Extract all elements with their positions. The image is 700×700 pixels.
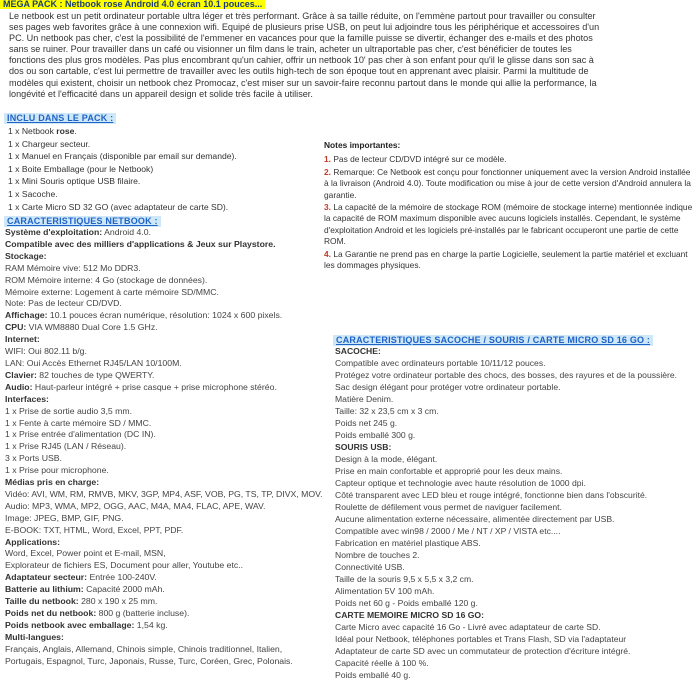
pack-item-text: 1 x Manuel en Français (disponible par email sur demande). bbox=[8, 151, 237, 162]
spec-value: Compatible avec win98 / 2000 / Me / NT / XP / VISTA etc.... bbox=[335, 526, 561, 536]
spec-label: Adaptateur secteur: bbox=[5, 572, 88, 583]
spec-line bbox=[5, 239, 323, 251]
spec-line bbox=[5, 537, 323, 549]
spec-value: LAN: Oui Accès Ethernet RJ45/LAN 10/100M. bbox=[5, 357, 182, 368]
spec-line bbox=[335, 417, 677, 429]
spec-line bbox=[335, 405, 677, 417]
spec-line bbox=[335, 549, 677, 561]
spec-value: 1 x Fente à carte mémoire SD / MMC. bbox=[5, 417, 152, 428]
spec-line bbox=[5, 644, 323, 656]
pack-item-text: 1 x Netbook bbox=[8, 126, 57, 136]
spec-value: Prise en main confortable et approprié pour les deux mains. bbox=[335, 466, 563, 476]
spec-line bbox=[5, 418, 323, 430]
pack-heading: INCLU DANS LE PACK : bbox=[4, 113, 116, 124]
spec-value: Protégez votre ordinateur portable des chocs, des bosses, des rayures et de la poussière. bbox=[335, 370, 678, 380]
spec-line bbox=[335, 621, 677, 633]
spec-label: SOURIS USB: bbox=[335, 442, 392, 452]
spec-line bbox=[5, 548, 323, 560]
spec-line bbox=[335, 537, 677, 549]
spec-label: Batterie au lithium: bbox=[5, 584, 84, 595]
spec-value: Explorateur de fichiers ES, Document pour aller, Youtube etc.. bbox=[5, 560, 244, 571]
pack-item bbox=[8, 175, 237, 188]
pack-item bbox=[8, 163, 237, 176]
spec-value: VIA WM8880 Dual Core 1.5 GHz. bbox=[26, 322, 158, 333]
spec-line bbox=[5, 441, 323, 453]
spec-line bbox=[335, 609, 677, 621]
spec-value: Carte Micro avec capacité 16 Go - Livré avec adaptateur de carte SD. bbox=[335, 622, 601, 632]
pack-item bbox=[8, 150, 237, 163]
spec-label: Poids netbook avec emballage: bbox=[5, 619, 135, 630]
intro-paragraph: Le netbook est un petit ordinateur portable ultra léger et très performant. Grâce à sa taille réduite, on l'emmène partout pour travailler ou consulter ses pages web favorites grâce à une connexion wifi. Equipé de plusieurs prise USB, on peut lui adjoindre tous les périphérique et accessoires d'un PC. Un netbook pas cher, c'est la possibilité de l'emmener en vacances pour que la famille puisse se divertir, échanger des e-mails et des photos sans se ruiner. Pour travailler dans un café ou visionner un film dans le train, acheter un ultraportable pas cher, c'est bénéficier de toutes les fonctions des plus gros modèles. Pas plus encombrant qu'un cahier, offrir un netbook 10' pas cher à son enfant pour qu'il le glisse dans son sac à dos ou son cartable, c'est lui permettre de travailler avec les outils high-tech de son époque tout en apprenant avec plaisir. Parmi la multitude de modèles qui existent, choisir un netbook chez Promocaz, c'est miser sur un savoir-faire reconnu partout dans le monde qui allie la performance, la longévité et l'efficacité dans un appareil design et solide très facile à utiliser. bbox=[9, 11, 600, 99]
spec-value: Idéal pour Netbook, téléphones portables et Trans Flash, SD via l'adaptateur bbox=[335, 634, 627, 644]
spec-line bbox=[335, 357, 677, 369]
spec-label: Poids net du netbook: bbox=[5, 608, 97, 618]
spec-line bbox=[335, 477, 677, 489]
spec-line bbox=[335, 369, 677, 381]
spec-value: Roulette de défilement vous permet de naviguer facilement. bbox=[335, 502, 562, 512]
spec-value: Capacité réelle à 100 %. bbox=[335, 658, 429, 668]
spec-value: Portugais, Espagnol, Turc, Japonais, Russe, Turc, Coréen, Grec, Polonais. bbox=[5, 655, 293, 666]
spec-line bbox=[5, 477, 323, 489]
spec-label: Taille du netbook: bbox=[5, 596, 79, 607]
spec-value: 1 x Prise entrée d'alimentation (DC IN). bbox=[5, 429, 156, 440]
spec-value: Français, Anglais, Allemand, Chinois simple, Chinois traditionnel, Italien, bbox=[5, 643, 283, 654]
spec-line bbox=[335, 381, 677, 393]
spec-value: Audio: MP3, WMA, MP2, OGG, AAC, M4A, MA4, FLAC, APE, WAV. bbox=[5, 500, 266, 511]
pack-item bbox=[8, 138, 237, 151]
spec-line bbox=[5, 501, 323, 513]
spec-line bbox=[5, 275, 323, 287]
spec-line bbox=[335, 525, 677, 537]
spec-line bbox=[5, 584, 323, 596]
spec-line bbox=[5, 310, 323, 322]
spec-line bbox=[5, 382, 323, 394]
pack-item bbox=[8, 201, 237, 214]
spec-line bbox=[5, 394, 323, 406]
spec-line bbox=[5, 334, 323, 346]
note-number: 3. bbox=[324, 202, 331, 213]
spec-value: Android 4.0. bbox=[102, 227, 151, 237]
spec-line bbox=[5, 632, 323, 644]
spec-value: 1 x Prise RJ45 (LAN / Réseau). bbox=[5, 441, 127, 452]
spec-value: Aucune alimentation externe nécessaire, alimentée directement par USB. bbox=[335, 514, 615, 524]
spec-label: Médias pris en charge: bbox=[5, 477, 100, 488]
spec-label: Applications: bbox=[5, 536, 61, 547]
spec-value: RAM Mémoire vive: 512 Mo DDR3. bbox=[5, 262, 141, 273]
spec-label: Compatible avec des milliers d'applications & Jeux sur Playstore. bbox=[5, 238, 276, 249]
spec-value: Note: Pas de lecteur CD/DVD. bbox=[5, 298, 122, 309]
spec-value: ROM Mémoire interne: 4 Go (stockage de données). bbox=[5, 274, 208, 285]
spec-line bbox=[335, 585, 677, 597]
spec-line bbox=[5, 513, 323, 525]
spec-label: SACOCHE: bbox=[335, 346, 381, 356]
spec-label: Affichage: bbox=[5, 310, 48, 321]
spec-value: Word, Excel, Power point et E-mail, MSN, bbox=[5, 548, 166, 559]
spec-value: Nombre de touches 2. bbox=[335, 550, 420, 560]
accessories-heading: CARACTERISTIQUES SACOCHE / SOURIS / CARTE MICRO SD 16 GO : bbox=[333, 335, 653, 346]
spec-line bbox=[335, 657, 677, 669]
spec-value: Capteur optique et technologie avec haute résolution de 1000 dpi. bbox=[335, 478, 586, 488]
spec-line bbox=[335, 573, 677, 585]
spec-line bbox=[5, 263, 323, 275]
spec-line bbox=[5, 560, 323, 572]
spec-value: 10.1 pouces écran numérique, résolution: 1024 x 600 pixels. bbox=[47, 310, 283, 321]
spec-value: Sac design élégant pour protéger votre ordinateur portable. bbox=[335, 382, 561, 392]
spec-line bbox=[5, 465, 323, 477]
spec-line bbox=[335, 501, 677, 513]
spec-line bbox=[5, 489, 323, 501]
spec-line bbox=[5, 287, 323, 299]
spec-label: Clavier: bbox=[5, 369, 37, 380]
spec-line bbox=[5, 620, 323, 632]
spec-value: 3 x Ports USB. bbox=[5, 453, 62, 464]
page-title: MEGA PACK : Netbook rose Android 4.0 écran 10.1 pouces... bbox=[0, 0, 265, 9]
spec-line bbox=[5, 322, 323, 334]
spec-line bbox=[5, 298, 323, 310]
spec-value: Adaptateur de carte SD avec un commutateur de protection d'écriture intégré. bbox=[335, 646, 631, 656]
spec-line bbox=[5, 251, 323, 263]
spec-line bbox=[335, 513, 677, 525]
spec-line bbox=[5, 406, 323, 418]
notes-section bbox=[324, 140, 696, 272]
spec-label: CPU: bbox=[5, 322, 27, 333]
notes-list bbox=[324, 154, 696, 271]
pack-item-text: 1 x Carte Micro SD 32 GO (avec adaptateur de carte SD). bbox=[8, 201, 229, 212]
spec-value: Poids net 60 g - Poids emballé 120 g. bbox=[335, 598, 478, 608]
spec-line bbox=[335, 645, 677, 657]
spec-line bbox=[5, 572, 323, 584]
spec-line bbox=[5, 370, 323, 382]
spec-value: Taille de la souris 9,5 x 5,5 x 3,2 cm. bbox=[335, 574, 474, 584]
spec-value: E-BOOK: TXT, HTML, Word, Excel, PPT, PDF. bbox=[5, 524, 184, 535]
pack-item-text: 1 x Mini Souris optique USB filaire. bbox=[8, 176, 141, 187]
spec-value: Fabrication en matériel plastique ABS. bbox=[335, 538, 481, 548]
spec-line bbox=[5, 358, 323, 370]
spec-label: Interfaces: bbox=[5, 393, 49, 404]
spec-line bbox=[335, 561, 677, 573]
spec-value: Poids emballé 300 g. bbox=[335, 430, 416, 440]
pack-item-color: rose bbox=[56, 126, 75, 136]
spec-line bbox=[335, 453, 677, 465]
spec-line bbox=[5, 525, 323, 537]
spec-line bbox=[5, 656, 323, 668]
spec-line bbox=[5, 346, 323, 358]
note-text: Remarque: Ce Netbook est conçu pour fonctionner uniquement avec la version Android installée à la livraison (Android 4.0). Toute modification ou mise à jour de cette version d'Android annulera la garantie. bbox=[324, 166, 691, 200]
note-number: 4. bbox=[324, 248, 331, 259]
spec-value: Image: JPEG, BMP, GIF, PNG. bbox=[5, 512, 124, 523]
spec-value: Poids emballé 40 g. bbox=[335, 670, 411, 680]
note-text: Pas de lecteur CD/DVD intégré sur ce modèle. bbox=[331, 154, 507, 165]
spec-line bbox=[335, 489, 677, 501]
specs-list bbox=[5, 227, 323, 668]
note-number: 1. bbox=[324, 154, 331, 165]
spec-label: Système d'exploitation: bbox=[5, 227, 103, 237]
spec-value: 1 x Prise de sortie audio 3,5 mm. bbox=[5, 405, 132, 416]
spec-value: Entrée 100-240V. bbox=[87, 572, 157, 583]
spec-value: Poids net 245 g. bbox=[335, 418, 398, 428]
spec-value: Haut-parleur intégré + prise casque + prise microphone stéréo. bbox=[32, 381, 277, 392]
spec-value: Matière Denim. bbox=[335, 394, 394, 404]
spec-label: CARTE MEMOIRE MICRO SD 16 GO: bbox=[335, 610, 484, 620]
spec-label: Multi-langues: bbox=[5, 631, 64, 642]
spec-value: Taille: 32 x 23,5 cm x 3 cm. bbox=[335, 406, 439, 416]
specs-heading: CARACTERISTIQUES NETBOOK : bbox=[4, 216, 161, 227]
pack-item bbox=[8, 125, 237, 138]
note-text: La Garantie ne prend pas en charge la partie Logicielle, seulement la partie matériel et excluant les dommages physiques. bbox=[324, 248, 688, 271]
spec-value: 1 x Prise pour microphone. bbox=[5, 465, 109, 476]
spec-value: Capacité 2000 mAh. bbox=[83, 584, 165, 595]
spec-line bbox=[5, 429, 323, 441]
pack-item-text: 1 x Sacoche. bbox=[8, 188, 58, 199]
spec-line bbox=[335, 429, 677, 441]
spec-value: WIFI: Oui 802.11 b/g. bbox=[5, 346, 87, 357]
spec-line bbox=[335, 465, 677, 477]
spec-line bbox=[5, 608, 323, 620]
spec-label: Stockage: bbox=[5, 250, 47, 261]
spec-value: Compatible avec ordinateurs portable 10/11/12 pouces. bbox=[335, 358, 546, 368]
spec-line bbox=[335, 441, 677, 453]
spec-value: Mémoire externe: Logement à carte mémoire SD/MMC. bbox=[5, 286, 219, 297]
spec-value: 800 g (batterie incluse). bbox=[96, 608, 190, 618]
spec-line bbox=[335, 345, 677, 357]
spec-line bbox=[5, 227, 323, 239]
pack-item bbox=[8, 188, 237, 201]
spec-value: 280 x 190 x 25 mm. bbox=[78, 596, 158, 607]
pack-item-suffix: . bbox=[74, 126, 77, 136]
spec-value: Vidéo: AVI, WM, RM, RMVB, MKV, 3GP, MP4, ASF, VOB, PG, TS, TP, DIVX, MOV. bbox=[5, 488, 323, 499]
spec-value: Alimentation 5V 100 mAh. bbox=[335, 586, 435, 596]
notes-heading: Notes importantes: bbox=[324, 140, 401, 150]
spec-line bbox=[335, 633, 677, 645]
spec-label: Audio: bbox=[5, 381, 33, 392]
spec-label: Internet: bbox=[5, 334, 40, 345]
note-item bbox=[324, 249, 696, 272]
spec-value: 1,54 kg. bbox=[134, 619, 168, 630]
note-number: 2. bbox=[324, 166, 331, 177]
spec-line bbox=[5, 453, 323, 465]
note-item bbox=[324, 167, 696, 201]
spec-value: Connectivité USB. bbox=[335, 562, 405, 572]
spec-value: 82 touches de type QWERTY. bbox=[36, 369, 155, 380]
spec-value: Design à la mode, élégant. bbox=[335, 454, 438, 464]
pack-list bbox=[8, 125, 237, 213]
spec-line bbox=[335, 393, 677, 405]
note-item bbox=[324, 154, 696, 165]
spec-value: Côté transparent avec LED bleu et rouge intégré, fonctionne bien dans l'obscurité. bbox=[335, 490, 648, 500]
note-item bbox=[324, 202, 696, 248]
accessories-list bbox=[335, 345, 677, 681]
pack-item-text: 1 x Chargeur secteur. bbox=[8, 138, 91, 149]
spec-line bbox=[335, 669, 677, 681]
spec-line bbox=[5, 596, 323, 608]
spec-line bbox=[335, 597, 677, 609]
pack-item-text: 1 x Boite Emballage (pour le Netbook) bbox=[8, 163, 154, 174]
note-text: La capacité de la mémoire de stockage ROM (mémoire de stockage interne) mentionnée indique la capacité de ROM maximum disponible avec aucuns logiciels installés. Cependant, le système d'exploitation Android et les logiciels pré-installés par le fabricant occuperont une partie de cette ROM. bbox=[324, 202, 693, 247]
